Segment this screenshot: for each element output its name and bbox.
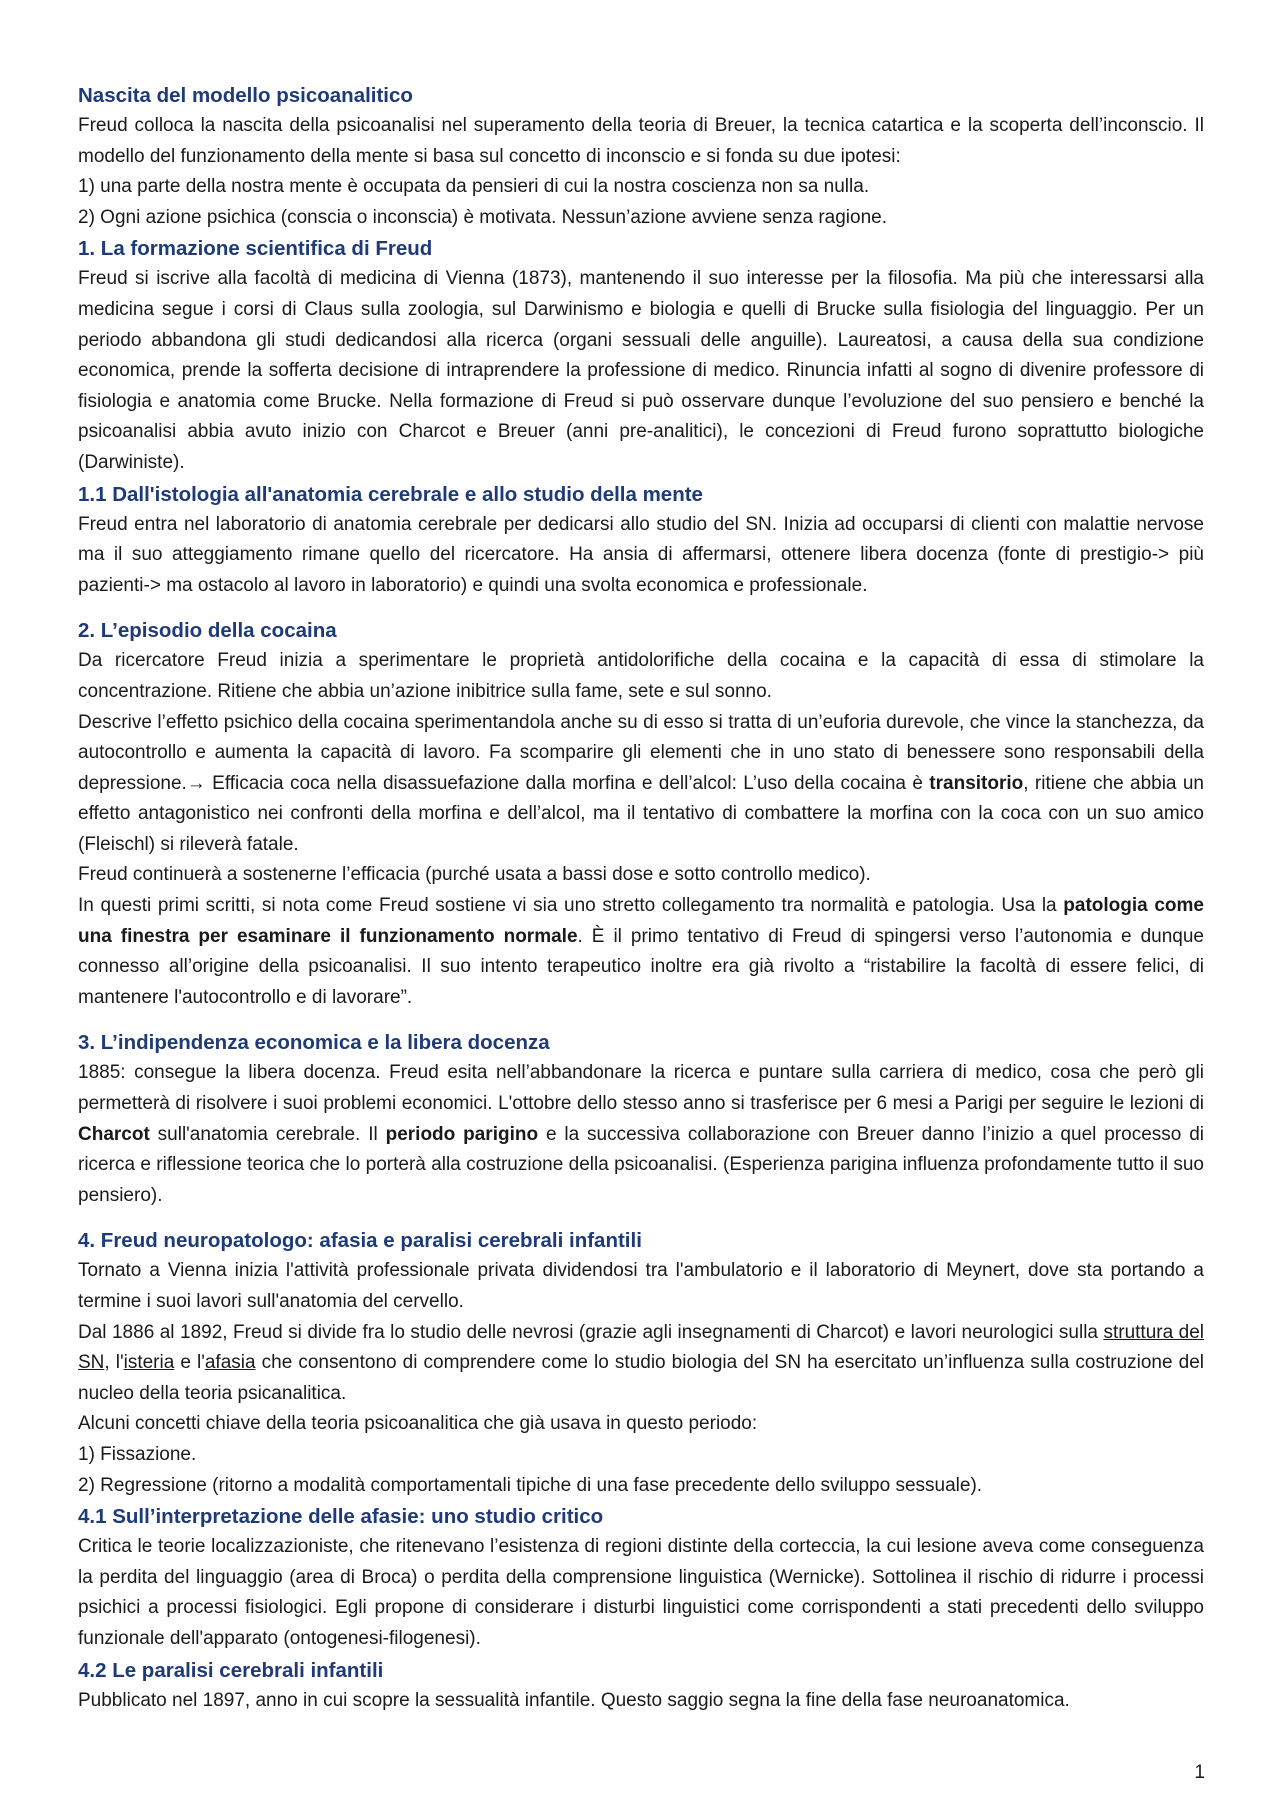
text-run: . È il primo tentativo di Freud di spingersi verso l’autonomia e dunque connesso all’origine della psicoanalisi. Il suo intento terapeutico inoltre era già rivolto a “ristabilire la facoltà di essere felici, di mantenere l'autocontrollo e di lavorare”. [78,925,1204,1008]
section-title-2: 2. L’episodio della cocaina [78,619,337,643]
paragraph-3-1 [78,1058,1204,1211]
text-run: Dal 1886 al 1892, Freud si divide fra lo studio delle nevrosi (grazie agli insegnamenti di Charcot) e lavori neurologici sulla [78,1321,1104,1343]
bold-term: periodo parigino [385,1123,539,1145]
paragraph-1-1-1: Freud entra nel laboratorio di anatomia cerebrale per dedicarsi allo studio del SN. Inizia ad occuparsi di clienti con malattie nervose ma il suo atteggiamento rimane quello del ricercatore. Ha ansia di affermarsi, ottenere libera docenza (fonte di prestigio-> più pazienti-> ma ostacolo al lavoro in laboratorio) e quindi una svolta economica e professionale. [78,513,1204,596]
paragraph-4-2 [78,1318,1204,1410]
section-title-1-1: 1.1 Dall'istologia all'anatomia cerebrale e allo studio della mente [78,482,703,506]
paragraph-2-4 [78,891,1204,1013]
underlined-term: afasia [204,1352,256,1374]
section-title-4-2: 4.2 Le paralisi cerebrali infantili [78,1658,384,1682]
page-number: 1 [1194,1762,1205,1783]
section-title-4: 4. Freud neuropatologo: afasia e paralisi cerebrali infantili [78,1229,642,1253]
paragraph-2-3: Freud continuerà a sostenerne l’efficacia (purché usata a bassi dose e sotto controllo medico). [78,864,871,886]
paragraph-2-1: Da ricercatore Freud inizia a sperimentare le proprietà antidolorifiche della cocaina e la capacità di essa di stimolare la concentrazione. Ritiene che abbia un’azione inibitrice sulla fame, sete e sul sonno. [78,650,1204,702]
text-run: , ritiene che abbia un effetto antagonistico nei confronti della morfina e dell’alcol, ma il tentativo di combattere la morfina con la coca con un suo amico (Fleischl) si rileverà fatale. [78,772,1204,855]
paragraph-4-3: Alcuni concetti chiave della teoria psicoanalitica che già usava in questo periodo: [78,1413,758,1435]
text-run: e la successiva collaborazione con Breuer danno l’inizio a quel processo di ricerca e riflessione teorica che lo porterà alla costruzione della psicoanalisi. (Esperienza parigina influenza profondamente tutto il suo pensiero). [78,1123,1204,1206]
list-item-fissazione: 1) Fissazione. [78,1443,197,1465]
text-run: Efficacia coca nella disassuefazione dalla morfina e dell’alcol: L’uso della cocaina è [205,772,930,794]
text-run: 1885: consegue la libera docenza. Freud esita nell’abbandonare la ricerca e puntare sulla carriera di medico, cosa che però gli permetterà di risolvere i suoi problemi economici. L'ottobre dello stesso anno si trasferisce per 6 mesi a Parigi per seguire le lezioni di [78,1062,1204,1115]
section-title-4-1: 4.1 Sull’interpretazione delle afasie: uno studio critico [78,1505,604,1529]
paragraph-intro-1: Freud colloca la nascita della psicoanalisi nel superamento della teoria di Breuer, la tecnica catartica e la scoperta dell’inconscio. Il modello del funzionamento della mente si basa sul concetto di inconscio e si fonda su due ipotesi: [78,115,1204,167]
paragraph-4-2-1: Pubblicato nel 1897, anno in cui scopre la sessualità infantile. Questo saggio segna la fine della fase neuroanatomica. [78,1689,1070,1711]
underlined-term: isteria [123,1352,175,1374]
arrow-right-icon: → [186,772,206,794]
paragraph-2-2 [78,708,1204,861]
paragraph-4-1: Tornato a Vienna inizia l'attività professionale privata dividendosi tra l'ambulatorio e il laboratorio di Meynert, dove sta portando a termine i suoi lavori sull'anatomia del cervello. [78,1260,1204,1312]
section-title-1: 1. La formazione scientifica di Freud [78,237,433,261]
bold-term: Charcot [78,1123,150,1145]
section-title-3: 3. L’indipendenza economica e la libera docenza [78,1031,550,1055]
text-run: In questi primi scritti, si nota come Freud sostiene vi sia uno stretto collegamento tra normalità e patologia. Usa la [78,895,1064,917]
paragraph-intro-2: 1) una parte della nostra mente è occupata da pensieri di cui la nostra coscienza non sa nulla. [78,176,870,198]
paragraph-1-1: Freud si iscrive alla facoltà di medicina di Vienna (1873), mantenendo il suo interesse per la filosofia. Ma più che interessarsi alla medicina segue i corsi di Claus sulla zoologia, sul Darwinismo e biologia e quelli di Brucke sulla fisiologia del linguaggio. Per un periodo abbandona gli studi dedicandosi alla ricerca (organi sessuali delle anguille). Laureatosi, a causa della sua condizione economica, prende la sofferta decisione di intraprendere la professione di medico. Rinuncia infatti al sogno di divenire professore di fisiologia e anatomia come Brucke. Nella formazione di Freud si può osservare dunque l’evoluzione del suo pensiero e benché la psicoanalisi abbia avuto inizio con Charcot e Breuer (anni pre-analitici), le concezioni di Freud furono soprattutto biologiche (Darwiniste). [78,268,1204,473]
text-run: sull'anatomia cerebrale. Il [149,1123,386,1145]
text-run: , l' [104,1352,124,1374]
paragraph-intro-3: 2) Ogni azione psichica (conscia o inconscia) è motivata. Nessun’azione avviene senza ragione. [78,206,887,228]
bold-term: patologia come una finestra per esaminare il funzionamento normale [78,895,1204,947]
text-run: Descrive l’effetto psichico della cocaina sperimentandola anche su di esso si tratta di un’euforia durevole, che vince la stanchezza, da autocontrollo e aumenta la capacità di lavoro. Fa scomparire gli elementi che in uno stato di benessere sono responsabili della depressione. [78,711,1204,794]
paragraph-4-1-1: Critica le teorie localizzazioniste, che ritenevano l’esistenza di regioni distinte della corteccia, la cui lesione aveva come conseguenza la perdita del linguaggio (area di Broca) o perdita della comprensione linguistica (Wernicke). Sottolinea il rischio di ridurre i processi psichici a processi fisiologici. Egli propone di considerare i disturbi linguistici come corrispondenti a stati precedenti dello sviluppo funzionale dell'apparato (ontogenesi-filogenesi). [78,1536,1204,1649]
text-run: che consentono di comprendere come lo studio biologia del SN ha esercitato un’influenza sulla costruzione del nucleo della teoria psicanalitica. [78,1352,1204,1404]
underlined-term: struttura del SN [78,1321,1204,1374]
bold-term: transitorio [929,772,1024,794]
list-item-regressione: 2) Regressione (ritorno a modalità comportamentali tipiche di una fase precedente dello sviluppo sessuale). [78,1474,983,1496]
section-title-intro: Nascita del modello psicoanalitico [78,84,413,107]
text-run: e l' [174,1352,205,1374]
